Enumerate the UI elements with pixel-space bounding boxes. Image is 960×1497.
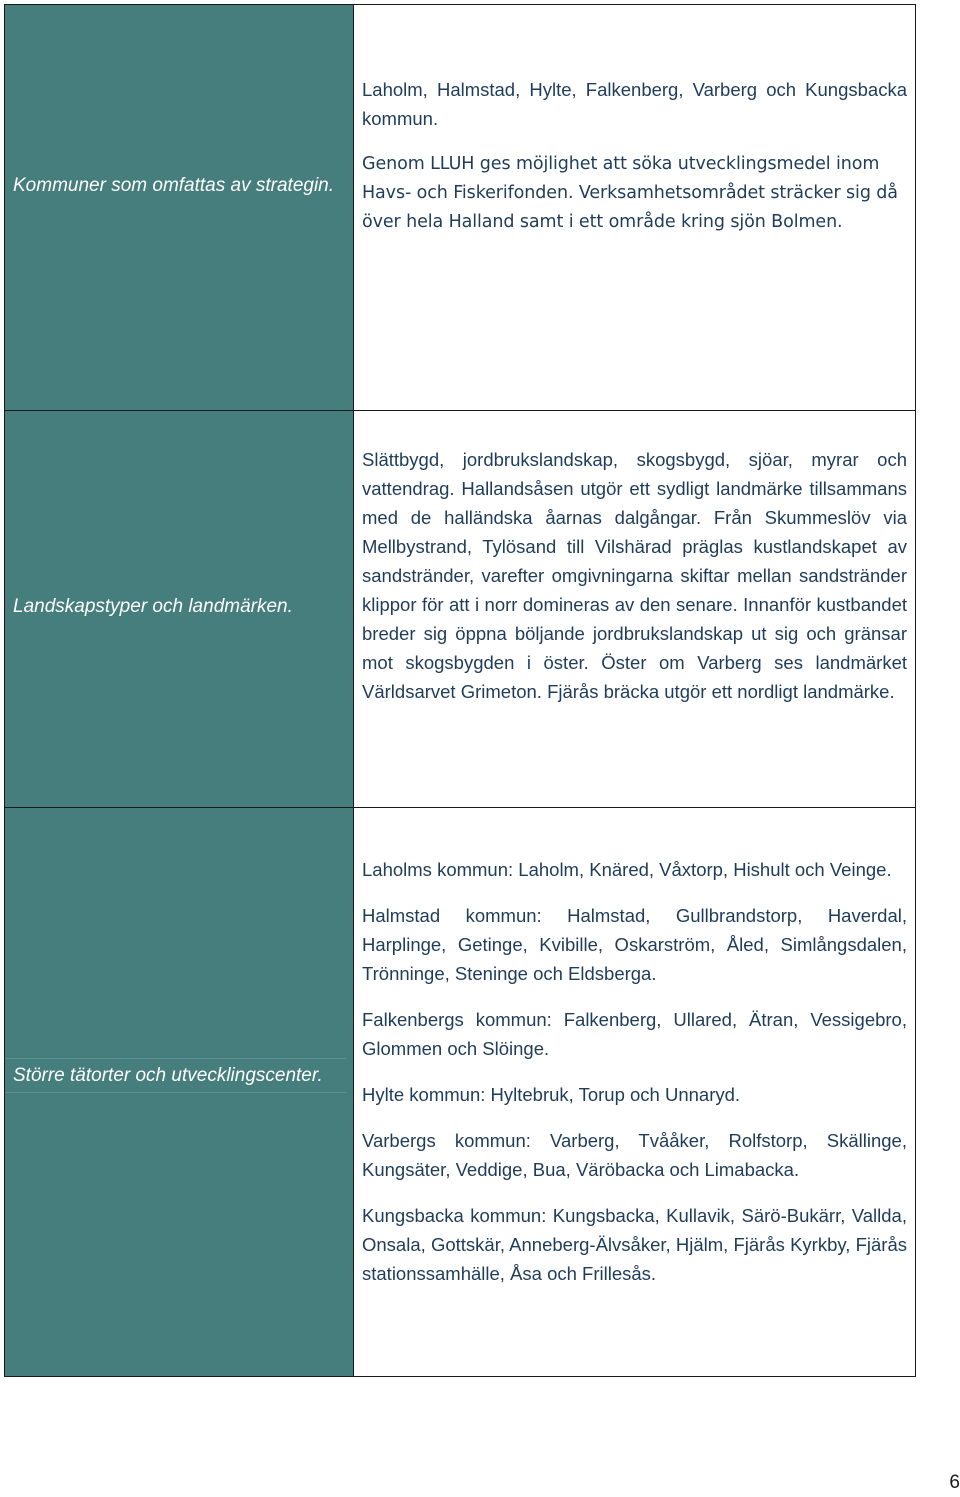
- paragraph: Hylte kommun: Hyltebruk, Torup och Unnaryd.: [362, 1084, 741, 1105]
- paragraph: Slättbygd, jordbrukslandskap, skogsbygd, sjöar, myrar och vattendrag. Hallandsåsen utgör ett sydligt landmärke tillsammans med de halländska åarnas dalgångar. Från Skummeslöv via Mellbystrand, Tylösand till Vilshärad präglas kustlandskapet av sandstränder, varefter omgivningarna skiftar mellan sandstränder klippor för att i norr domineras av den senare. Innanför kustbandet breder sig öppna böljande jordbrukslandskap ut sig och gränsar mot skogsbygden i öster. Öster om Varberg ses landmärket Världsarvet Grimeton. Fjärås bräcka utgör ett nordligt landmärke.: [362, 449, 907, 702]
- row-label-cell: [5, 411, 354, 807]
- paragraph: Kungsbacka kommun: Kungsbacka, Kullavik, Särö-Bukärr, Vallda, Onsala, Gottskär, Anneberg-Älvsåker, Hjälm, Fjärås Kyrkby, Fjärås stationssamhälle, Åsa och Frillesås.: [362, 1205, 907, 1284]
- row-content-cell: [354, 808, 915, 1376]
- paragraph: Falkenbergs kommun: Falkenberg, Ullared, Ätran, Vessigebro, Glommen och Slöinge.: [362, 1009, 907, 1059]
- row-label: Landskapstyper och landmärken.: [13, 596, 293, 617]
- paragraph: Laholms kommun: Laholm, Knäred, Våxtorp, Hishult och Veinge.: [362, 859, 892, 880]
- table-row-municipalities: [5, 5, 915, 410]
- page-number: 6: [949, 1472, 960, 1493]
- info-table: [4, 4, 916, 1377]
- paragraph: Genom LLUH ges möjlighet att söka utvecklingsmedel inom Havs- och Fiskerifonden. Verksamhetsområdet sträcker sig då över hela Halland samt i ett område kring sjön Bolmen.: [362, 154, 898, 232]
- row-label-cell: [5, 5, 354, 410]
- row-label-cell: [5, 808, 354, 1376]
- row-label: Större tätorter och utvecklingscenter.: [5, 1058, 346, 1093]
- row-label: Kommuner som omfattas av strategin.: [13, 175, 335, 196]
- paragraph: Laholm, Halmstad, Hylte, Falkenberg, Varberg och Kungsbacka kommun.: [362, 79, 907, 129]
- row-content-cell: [354, 5, 915, 410]
- table-row-towns: [5, 807, 915, 1376]
- paragraph: Halmstad kommun: Halmstad, Gullbrandstorp, Haverdal, Harplinge, Getinge, Kvibille, Oskarström, Åled, Simlångsdalen, Trönninge, Steninge och Eldsberga.: [362, 905, 907, 984]
- paragraph: Varbergs kommun: Varberg, Tvååker, Rolfstorp, Skällinge, Kungsäter, Veddige, Bua, Väröbacka och Limabacka.: [362, 1130, 907, 1180]
- row-content-cell: [354, 411, 915, 807]
- table-row-landscape: [5, 410, 915, 807]
